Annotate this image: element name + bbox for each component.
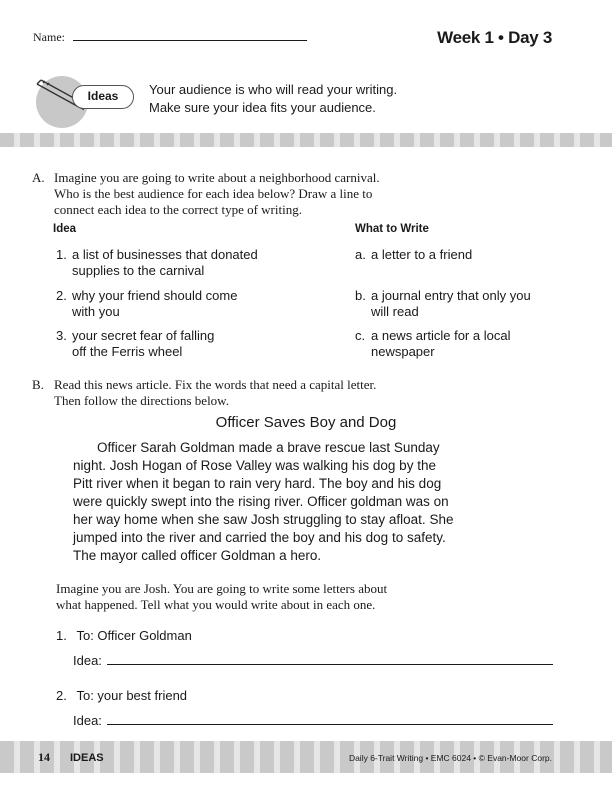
article-title: Officer Saves Boy and Dog — [215, 414, 397, 431]
intro-line: Make sure your idea fits your audience. — [149, 100, 376, 115]
week-day-title: Week 1 • Day 3 — [437, 28, 552, 47]
instruction-line: Imagine you are going to write about a neighborhood carnival. — [54, 170, 380, 185]
option-text — [371, 247, 472, 263]
article-line: her way home when she saw Josh struggling to stay afloat. She — [73, 512, 454, 527]
write-option[interactable] — [355, 288, 575, 322]
instruction-line: Then follow the directions below. — [54, 393, 229, 408]
ideas-badge-label: Ideas — [87, 89, 119, 103]
write-option[interactable] — [355, 247, 575, 281]
instruction-line: what happened. Tell what you would write about in each one. — [56, 597, 376, 612]
item-number: 2. — [56, 288, 67, 303]
divider-stripe — [0, 133, 612, 147]
item-text — [72, 247, 258, 279]
article-line: Pitt river when it began to rain very hard. The boy and his dog — [73, 476, 442, 491]
option-line: a letter to a friend — [371, 247, 473, 262]
idea-label: Idea: — [73, 653, 102, 668]
idea-item[interactable] — [56, 247, 316, 281]
item-number: 3. — [56, 328, 67, 343]
write-option[interactable] — [355, 328, 575, 362]
option-line: newspaper — [371, 344, 435, 359]
instruction-line: Who is the best audience for each idea below? Draw a line to — [54, 186, 373, 201]
option-line: a news article for a local — [371, 328, 511, 343]
idea-column-header: Idea — [53, 223, 77, 235]
option-line: a journal entry that only you — [371, 288, 531, 303]
item-line: a list of businesses that donated — [72, 247, 258, 262]
write-column-header: What to Write — [355, 223, 429, 235]
option-letter: c. — [355, 328, 366, 343]
item-line: your secret fear of falling — [72, 328, 215, 343]
part-a-instructions — [54, 170, 474, 218]
idea-label: Idea: — [73, 713, 102, 728]
item-line: with you — [72, 304, 120, 319]
option-letter: b. — [355, 288, 366, 303]
article-line: night. Josh Hogan of Rose Valley was walking his dog by the — [73, 458, 436, 473]
letter-recipient — [56, 628, 192, 643]
instruction-line: connect each idea to the correct type of writing. — [54, 202, 302, 217]
article-line: Officer Sarah Goldman made a brave rescue last Sunday — [97, 440, 440, 455]
letter-number: 1. — [56, 628, 67, 643]
article-line: were quickly swept into the rising river. Officer goldman was on — [73, 494, 449, 509]
footer-credit: Daily 6-Trait Writing • EMC 6024 • © Evan-Moor Corp. — [348, 753, 552, 763]
item-text — [72, 288, 237, 320]
letter-number: 2. — [56, 688, 67, 703]
intro-line: Your audience is who will read your writing. — [149, 82, 398, 97]
idea-item[interactable] — [56, 288, 316, 322]
option-letter: a. — [355, 247, 366, 262]
letter-to: To: your best friend — [76, 688, 188, 703]
item-line: why your friend should come — [72, 288, 238, 303]
option-text — [371, 288, 531, 320]
item-text — [72, 328, 214, 360]
part-a-letter: A. — [32, 170, 45, 185]
part-b-letter: B. — [32, 377, 44, 392]
option-text — [371, 328, 510, 360]
item-number: 1. — [56, 247, 67, 262]
idea-answer-line[interactable] — [107, 664, 553, 665]
instruction-line: Read this news article. Fix the words that need a capital letter. — [54, 377, 377, 392]
name-label: Name: — [33, 30, 65, 44]
idea-answer-line[interactable] — [107, 724, 553, 725]
letters-instructions — [56, 581, 476, 613]
letter-to: To: Officer Goldman — [76, 628, 192, 643]
item-line: off the Ferris wheel — [72, 344, 183, 359]
idea-item[interactable] — [56, 328, 316, 362]
instruction-line: Imagine you are Josh. You are going to write some letters about — [56, 581, 388, 596]
article-line: The mayor called officer Goldman a hero. — [73, 548, 322, 563]
part-b-instructions — [54, 377, 474, 409]
article-line: jumped into the river and carried the boy and his dog to safety. — [73, 530, 446, 545]
footer-section-label: IDEAS — [70, 752, 104, 764]
letter-recipient — [56, 688, 187, 703]
news-article — [73, 439, 495, 565]
option-line: will read — [371, 304, 419, 319]
page-number: 14 — [38, 750, 50, 764]
intro-text — [149, 81, 397, 117]
item-line: supplies to the carnival — [72, 263, 205, 278]
name-field[interactable] — [73, 40, 307, 41]
